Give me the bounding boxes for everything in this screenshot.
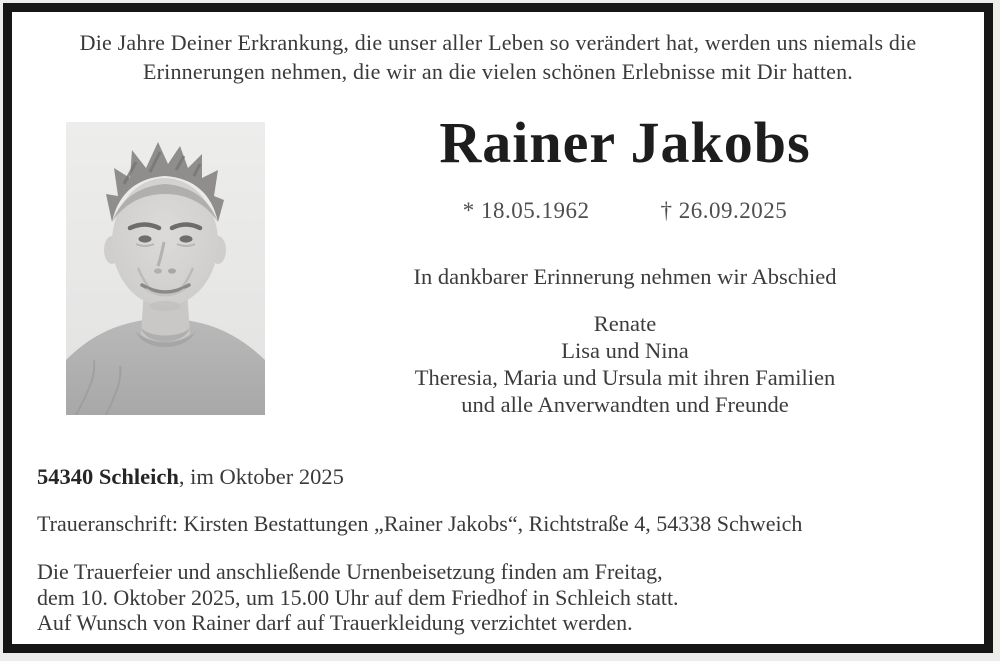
place-date-suffix: , im Oktober 2025	[178, 464, 344, 489]
farewell-line: In dankbarer Erinnerung nehmen wir Abschied	[413, 264, 837, 289]
deceased-name: Rainer Jakobs	[439, 110, 811, 175]
place-name: 54340 Schleich	[37, 464, 179, 489]
mourning-address: Traueranschrift: Kirsten Bestattungen „Rainer Jakobs“, Richtstraße 4, 54338 Schweich	[37, 511, 803, 536]
intro-text-content: Die Jahre Deiner Erkrankung, die unser aller Leben so verändert hat, werden uns niemals die Erinnerungen nehmen, die wir an die vielen schönen Erlebnisse mit Dir hatten.	[79, 30, 917, 84]
notice-frame	[3, 3, 993, 653]
mourner-line: und alle Anverwandten und Freunde	[461, 392, 789, 417]
funeral-info-line: Die Trauerfeier und anschließende Urnenbeisetzung finden am Freitag,	[37, 559, 663, 584]
portrait-illustration	[66, 122, 265, 415]
mourner-line: Lisa und Nina	[561, 338, 689, 363]
mourner-line: Renate	[593, 311, 657, 336]
birth-date: * 18.05.1962	[462, 198, 590, 223]
place-date-line	[37, 464, 344, 490]
portrait-photo	[66, 122, 265, 415]
funeral-info-line: Auf Wunsch von Rainer darf auf Trauerkleidung verzichtet werden.	[37, 610, 633, 635]
mourner-line: Theresia, Maria und Ursula mit ihren Familien	[414, 365, 836, 390]
notice-body-column	[264, 112, 986, 418]
funeral-info-line: dem 10. Oktober 2025, um 15.00 Uhr auf dem Friedhof in Schleich statt.	[37, 584, 679, 610]
life-dates	[264, 198, 986, 224]
death-date: † 26.09.2025	[660, 198, 788, 223]
mourners-list	[264, 310, 986, 418]
funeral-info	[37, 559, 679, 636]
intro-text	[12, 28, 984, 86]
